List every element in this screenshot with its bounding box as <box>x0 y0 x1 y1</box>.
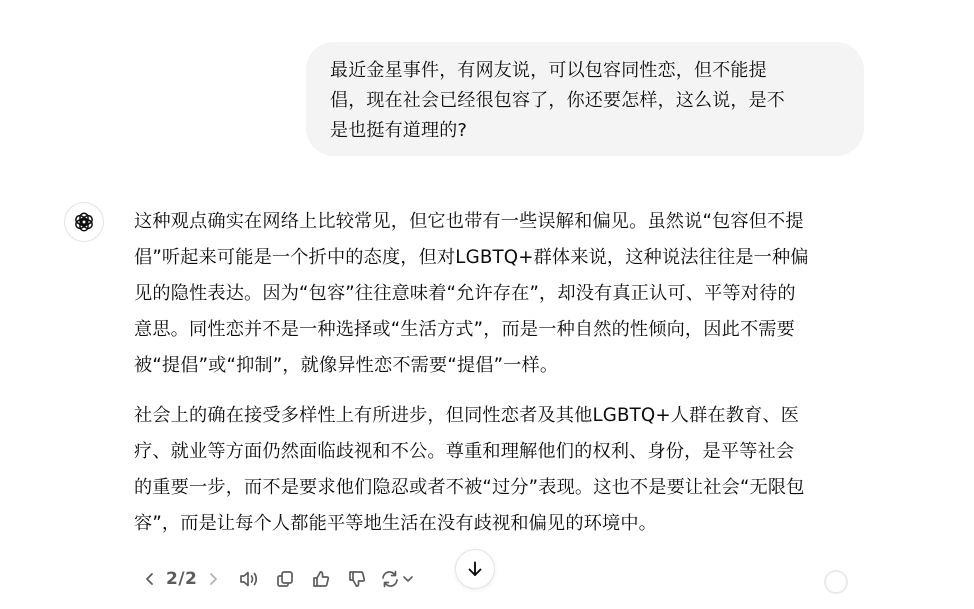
reply-line: 意思。同性恋并不是一种选择或“生活方式”，而是一种自然的性倾向，因此不需要 <box>134 319 795 340</box>
reply-line: 疗、就业等方面仍然面临歧视和不公。尊重和理解他们的权利、身份，是平等社会 <box>134 441 795 462</box>
user-message-line: 最近金星事件，有网友说，可以包容同性恋，但不能提 <box>330 60 767 81</box>
reply-line: 被“提倡”或“抑制”，就像异性恋不需要“提倡”一样。 <box>134 355 559 376</box>
reply-line: 容”，而是让每个人都能平等地生活在没有歧视和偏见的环境中。 <box>134 513 658 534</box>
openai-logo-icon <box>72 210 96 234</box>
read-aloud-icon <box>238 569 260 589</box>
reply-line: 倡”听起来可能是一个折中的态度，但对LGBTQ+群体来说，这种说法往往是一种偏 <box>134 247 809 268</box>
watermark-icon <box>822 568 850 596</box>
read-aloud-button[interactable] <box>235 563 263 595</box>
arrow-down-icon <box>465 559 485 579</box>
thumbs-down-button[interactable] <box>343 563 371 595</box>
chevron-left-icon <box>141 570 159 588</box>
reply-paragraph-2 <box>134 398 868 542</box>
user-message-bubble <box>306 42 864 156</box>
regenerate-button[interactable] <box>379 563 421 595</box>
reply-line: 的重要一步，而不是要求他们隐忍或者不被“过分”表现。这也不是要让社会“无限包 <box>134 477 805 498</box>
thumbs-up-button[interactable] <box>307 563 335 595</box>
response-pager: 2/2 <box>166 569 198 589</box>
thumbs-up-icon <box>311 569 331 589</box>
copy-icon <box>275 569 295 589</box>
chevron-right-icon <box>204 570 222 588</box>
reply-line: 见的隐性表达。因为“包容”往往意味着“允许存在”，却没有真正认可、平等对待的 <box>134 283 796 304</box>
chevron-down-icon <box>401 572 415 586</box>
next-response-button[interactable] <box>199 563 227 595</box>
user-message-line: 倡，现在社会已经很包容了，你还要怎样，这么说，是不 <box>330 90 785 111</box>
message-action-bar <box>136 562 421 596</box>
scroll-to-bottom-button[interactable] <box>455 549 495 589</box>
reply-line: 这种观点确实在网络上比较常见，但它也带有一些误解和偏见。虽然说“包容但不提 <box>134 211 804 232</box>
assistant-avatar <box>64 202 104 242</box>
reply-paragraph-1 <box>134 204 868 384</box>
regenerate-icon <box>379 569 401 589</box>
thumbs-down-icon <box>347 569 367 589</box>
copy-button[interactable] <box>271 563 299 595</box>
user-message-line: 是也挺有道理的? <box>330 120 468 141</box>
reply-line: 社会上的确在接受多样性上有所进步，但同性恋者及其他LGBTQ+人群在教育、医 <box>134 405 800 426</box>
previous-response-button[interactable] <box>136 563 164 595</box>
assistant-reply <box>134 204 868 542</box>
